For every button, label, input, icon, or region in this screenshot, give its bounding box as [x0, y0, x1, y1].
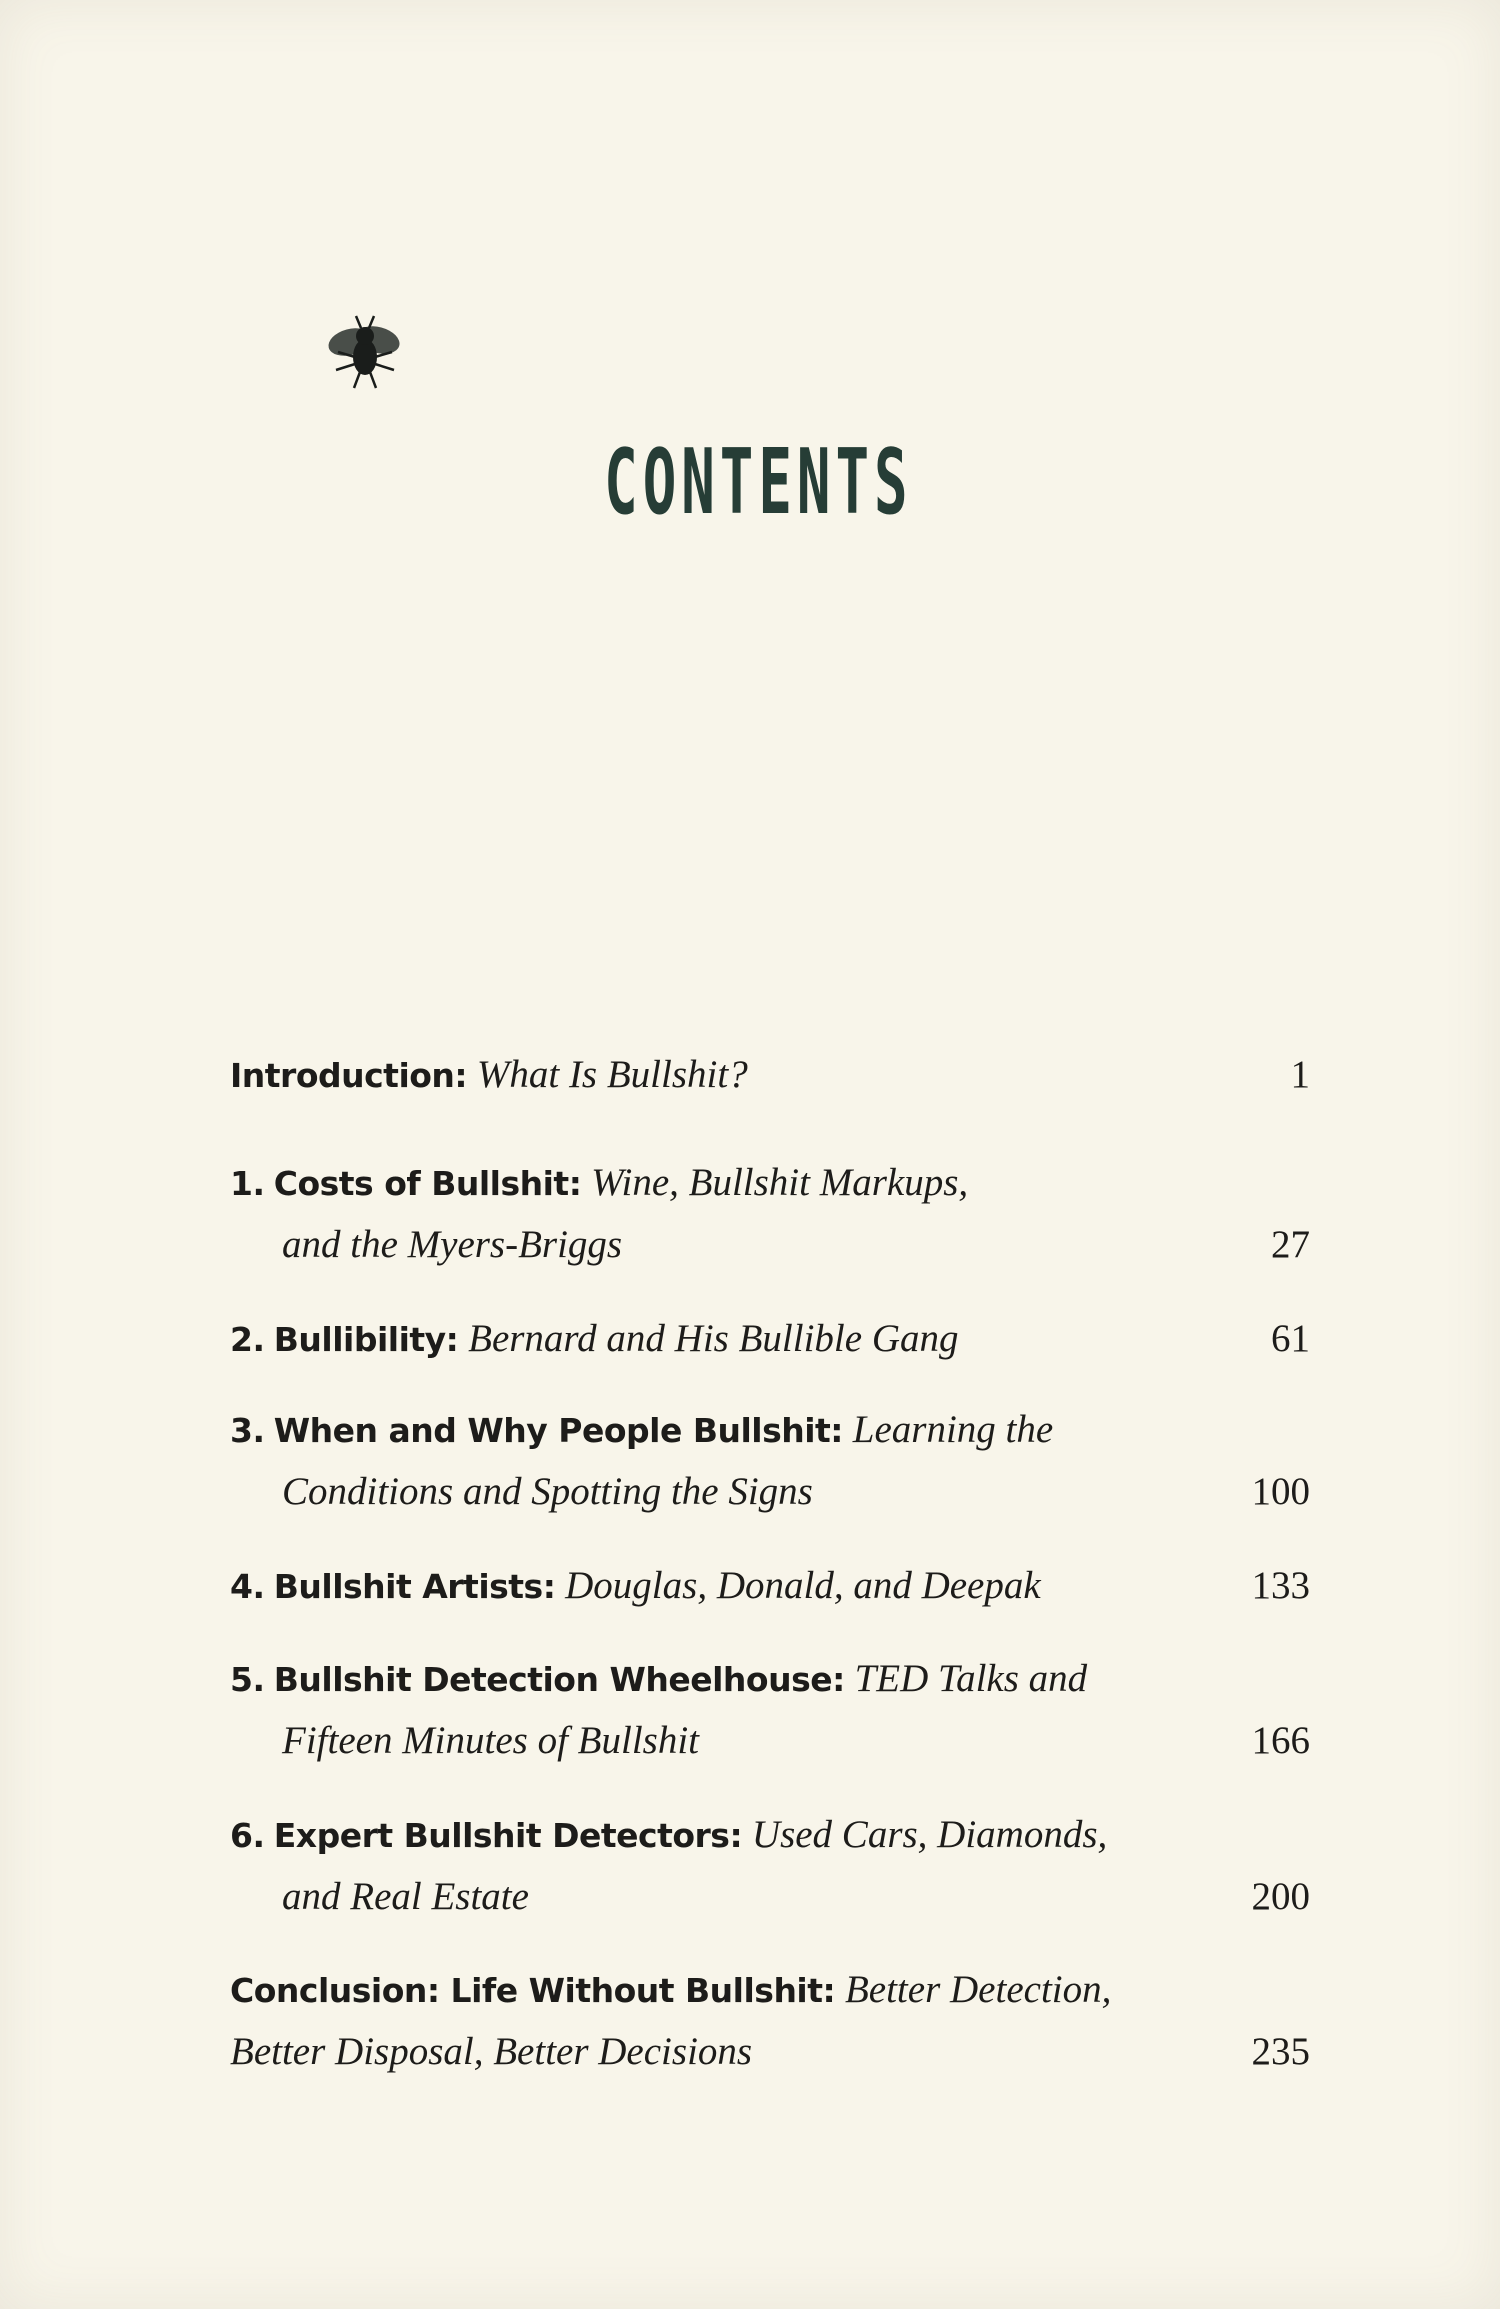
entry-page: 200 [1251, 1875, 1310, 1918]
fly-icon [320, 312, 410, 392]
entry-number: 6. [230, 1816, 265, 1855]
entry-title-continued: Better Disposal, Better Decisions [230, 2030, 753, 2073]
entry-number: 5. [230, 1660, 265, 1699]
entry-page: 235 [1251, 2030, 1310, 2073]
toc-entry-introduction [230, 1055, 1310, 1094]
entry-title: Learning the [852, 1408, 1054, 1451]
entry-page: 100 [1251, 1470, 1310, 1513]
entry-label: Costs of Bullshit: [273, 1164, 582, 1203]
entry-title: What Is Bullshit? [476, 1053, 748, 1096]
entry-number: 3. [230, 1411, 265, 1450]
entry-title-continued: Fifteen Minutes of Bullshit [282, 1719, 700, 1762]
entry-label: When and Why People Bullshit: [273, 1411, 844, 1450]
entry-number: 4. [230, 1567, 265, 1606]
entry-title-continued: Conditions and Spotting the Signs [282, 1470, 813, 1513]
entry-page: 166 [1251, 1719, 1310, 1762]
entry-page: 133 [1251, 1564, 1310, 1607]
toc-entry-chapter-3 [230, 1408, 1310, 1513]
entry-title: Wine, Bullshit Markups, [591, 1161, 969, 1204]
entry-title: Bernard and His Bullible Gang [468, 1317, 959, 1360]
entry-page: 1 [1290, 1053, 1310, 1096]
entry-page: 27 [1271, 1223, 1310, 1266]
toc-entry-conclusion [230, 1968, 1310, 2073]
toc-entry-chapter-5 [230, 1657, 1310, 1762]
toc-entry-chapter-1 [230, 1161, 1310, 1266]
entry-number: 1. [230, 1164, 265, 1203]
entry-label: Bullibility: [273, 1320, 459, 1359]
entry-title: Douglas, Donald, and Deepak [565, 1564, 1041, 1607]
toc-entry-chapter-4 [230, 1566, 1310, 1605]
contents-heading: CONTENTS [604, 430, 913, 535]
toc-entry-chapter-2 [230, 1319, 1310, 1358]
entry-label: Expert Bullshit Detectors: [273, 1816, 743, 1855]
entry-page: 61 [1271, 1317, 1310, 1360]
entry-number: 2. [230, 1320, 265, 1359]
entry-label: Bullshit Artists: [273, 1567, 556, 1606]
entry-label: Introduction: [230, 1056, 468, 1095]
entry-label: Bullshit Detection Wheelhouse: [273, 1660, 845, 1699]
toc-entry-chapter-6 [230, 1813, 1310, 1918]
entry-title: TED Talks and [854, 1657, 1088, 1700]
entry-title: Used Cars, Diamonds, [751, 1813, 1108, 1856]
entry-title-continued: and Real Estate [282, 1875, 529, 1918]
entry-label: Conclusion: Life Without Bullshit: [230, 1971, 836, 2010]
entry-title-continued: and the Myers-Briggs [282, 1223, 623, 1266]
entry-title: Better Detection, [844, 1968, 1112, 2011]
